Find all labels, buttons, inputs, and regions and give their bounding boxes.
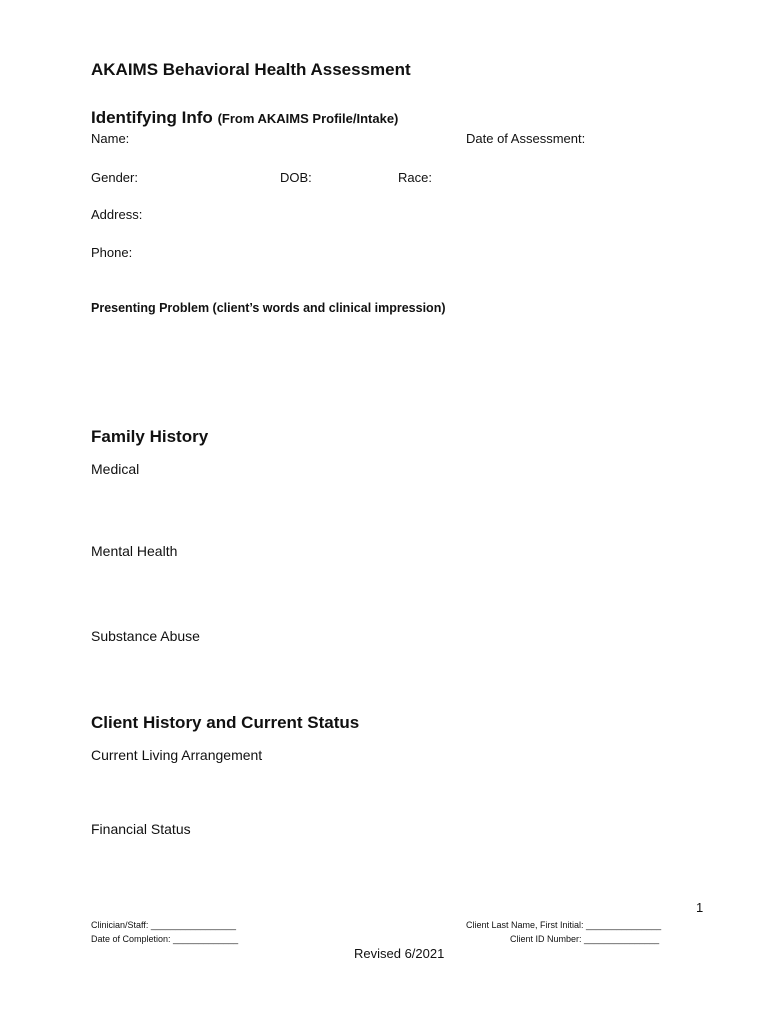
substance-abuse-label: Substance Abuse <box>91 628 200 644</box>
name-label: Name: <box>91 131 130 146</box>
revised-date: Revised 6/2021 <box>354 946 445 961</box>
gender-label: Gender: <box>91 170 138 185</box>
date-of-assessment-label: Date of Assessment: <box>466 131 586 146</box>
phone-label: Phone: <box>91 245 133 260</box>
living-arrangement-label: Current Living Arrangement <box>91 747 263 763</box>
document-title: AKAIMS Behavioral Health Assessment <box>91 60 411 79</box>
financial-status-label: Financial Status <box>91 821 191 837</box>
identifying-info-title: Identifying Info <box>91 108 213 127</box>
identifying-info-subtitle: (From AKAIMS Profile/Intake) <box>217 111 399 126</box>
page-number: 1 <box>696 900 704 915</box>
address-label: Address: <box>91 207 143 222</box>
client-id-line: Client ID Number: _______________ <box>510 934 660 944</box>
race-label: Race: <box>398 170 432 185</box>
client-name-line: Client Last Name, First Initial: _______________ <box>466 920 662 930</box>
identifying-info-heading <box>91 108 398 128</box>
medical-label: Medical <box>91 461 140 477</box>
mental-health-label: Mental Health <box>91 543 178 559</box>
dob-label: DOB: <box>280 170 312 185</box>
date-of-completion-line: Date of Completion: _____________ <box>91 934 239 944</box>
presenting-problem-heading: Presenting Problem (client’s words and clinical impression) <box>91 301 446 315</box>
family-history-heading: Family History <box>91 427 209 446</box>
client-history-heading: Client History and Current Status <box>91 713 360 732</box>
clinician-staff-line: Clinician/Staff: _________________ <box>91 920 236 930</box>
